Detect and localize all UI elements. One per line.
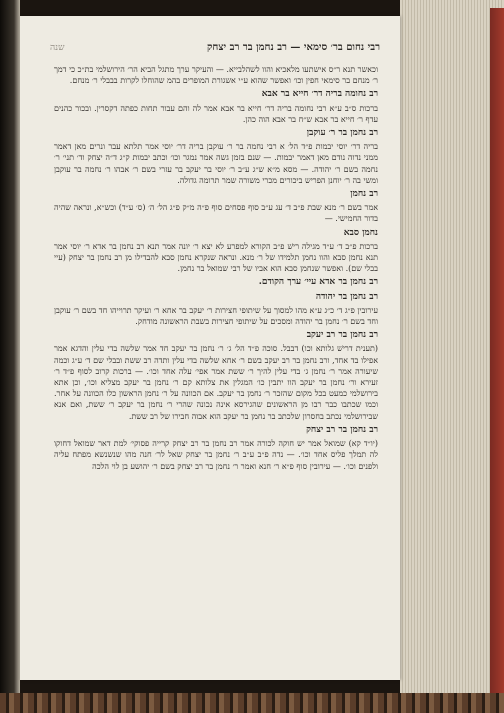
entry-heading: נחמן סבא <box>343 227 378 238</box>
paragraph: ברכות ס״ב ע״א רבי נחומה בריה דר׳ חייא בר אבא אמר לה והם עבור תחות כפתה דקסרין. ובכור כהנים עדף ר׳ חייא בר אבא ש״ח בר אבא הוה כהן. <box>54 103 378 124</box>
page-edges <box>400 0 504 713</box>
entry-heading: רב נחמן בר אדא עיי׳ ערך הקודם. <box>258 277 378 288</box>
paragraph: וכאשר תנא ר״ס אישתעו מלאכיא והוו לשהלבייא. — והעיקר ערך מתגל הביא הר׳ הירושלמי בת״כ כי דמך ר׳ מנחם בר סימאי חפין וכו׳ ואפשר שהוא ע״י אשגורת המופרים בהמ שהוחלו לקרות בבבלי ר׳ מנחם. <box>54 65 378 86</box>
paragraph: עירובין פ״ג ד׳ כ״ג ע״א מהו למסוך על שיתופי חצירות ר׳ יעקב בר אחא ר׳ ועיקר תרוייהו חד בשם ר׳ עוקבן וחד בשם ר׳ נחמן בר יהודה ומסכים על שיתופי חצירות בשבת הראשונה מודחק. <box>54 305 378 327</box>
marbled-edge <box>0 693 504 713</box>
entry-heading: רב נחומה בריה דר׳ חייא בר אבא <box>261 89 378 100</box>
entry-heading: רב נחמן בר רב יעקב <box>306 330 378 341</box>
page-header <box>50 42 380 53</box>
entry-heading: רב נחמן בר ר׳ עוקבן <box>306 128 378 139</box>
entry-heading: רב נחמן <box>350 189 378 200</box>
entry-heading: רב נחמן בר יהודה <box>315 291 378 302</box>
book-cover-edge <box>490 8 504 698</box>
running-title: רבי נחום בר׳ סימאי — רב נחמן בר רב יצחק <box>207 42 380 53</box>
paragraph: (יו״ד קא) שמואל אמר יש חוקה לכורה אמר רב נחמן בר רב יצחק קרייה פסוקי׳ למת דאר שמואל דחוקו לה תמלך פליס אחד וכו׳. — נדה פ״ב ע״ב ר׳ נחמן בר יצחק שאל לר׳ חנה מהו שנשנשא מפתח עליה ולפנים וכו׳. — עירובין סוף פ״א ר׳ חנא ואמר ר׳ נחמן בר רב יצחק בשם ר׳ יהושע בן לוי הלכה <box>54 439 378 471</box>
paragraph: (תענית דרישׁ גלותא וכו) דבבל. סוכה פ״ד הל׳ ג׳ ר׳ נחמן בר יעקב חד אמר שלשה בדי עלין והדגא אמר אפילו בד אחד, ורב נחמן בר רב יעקב בשם ר׳ אחא שלשה בדי עלין ותדה רב ששת ובבלי שם ד׳ ע״ג וכמה שיעורה אמר ר׳ נחמן ג׳ בדי עלין להיך ר׳ ששת אמר אפי׳ עלה אחד וכו׳. — ברכות קרוב לסוף פ״ד ר׳ זעירא ור׳ נחמן בר יעקב הוו יתבין כו׳ המגלין את צלותא קם ר׳ נחמן בר יעקב מצליא וכו׳, וכן אתא בירושלמי כמעט בכל מקום שהזכר ר׳ נחמן בר יעקב. אם הכוונה על ר׳ נחמן הראשון כלו הכוונה על אחר. וכמו שכתבו כבר רבו מן הראשונים שהגירסא אינה נכונה שהרי ר׳ נחמן בר יעקב ר׳ ששת, ואם אנא שבירושלמי נכתב בחסרון שלכתב בר נחמן בר יעקב הוא אבוה חבירו של רב ששת. <box>54 344 378 421</box>
book-gutter <box>0 0 20 713</box>
page-number: שנה <box>50 43 65 53</box>
text-body <box>54 64 378 640</box>
paragraph: בריה דר׳ יוסי יבמות פ״ד הל׳ א רבי נחמה בר ר׳ עוקבן בריה דר׳ יוסי אמר תלתא עבר ונרים מאן דאמר ממני נדוה נודם מאן דאמר יבמות. — שנם בזמן גשה אמר נמגר וכו׳ וכתב יבמות ק״ג ד״ה יצחק וד׳ תני׳ ר׳ נחמה בשם ר׳ יהודה. — מסא מ״א ש״ג ע״ב ר׳ יוסי בר יעקב בר עזרי בשם ר׳ אבהו ר׳ נחמה בר עוקבן ומשי בה ר׳ יוחנן הפריש ביכורים מכרי משורה שמר תרומה גדולה. <box>54 142 378 185</box>
paragraph: ברכות פ״ב ד׳ ע״ד מגילה רישׁ פ״ב הקורא למפרע לא יצא ר׳ יונה אמר תנא רב נחמן בר אדא ר׳ יוסי אמר תנא נחמן סבא והוו נחמן תלמידו של ר׳ מנא. ונראה שנקרא נחמן סבא להבדילו מן רב נחמן בר יצחק (עיי בבלי שם). ואפשר שנחמן סבא הוא אביו של רבי שמואל בר נחמן. <box>54 241 378 274</box>
entry-heading: רב נחמן בר רב יצחק <box>306 424 378 435</box>
paragraph: אמר בשם ר׳ מנא שבת פ״ב ד׳ עג ע״ב סוף פסחים סוף פ״ה מ״ק פ״ג הל׳ ה׳ (ס׳ ע״ד) וכש״א, ונראה שהיה בדור החמישי. — <box>54 203 378 224</box>
book-page <box>20 16 400 680</box>
